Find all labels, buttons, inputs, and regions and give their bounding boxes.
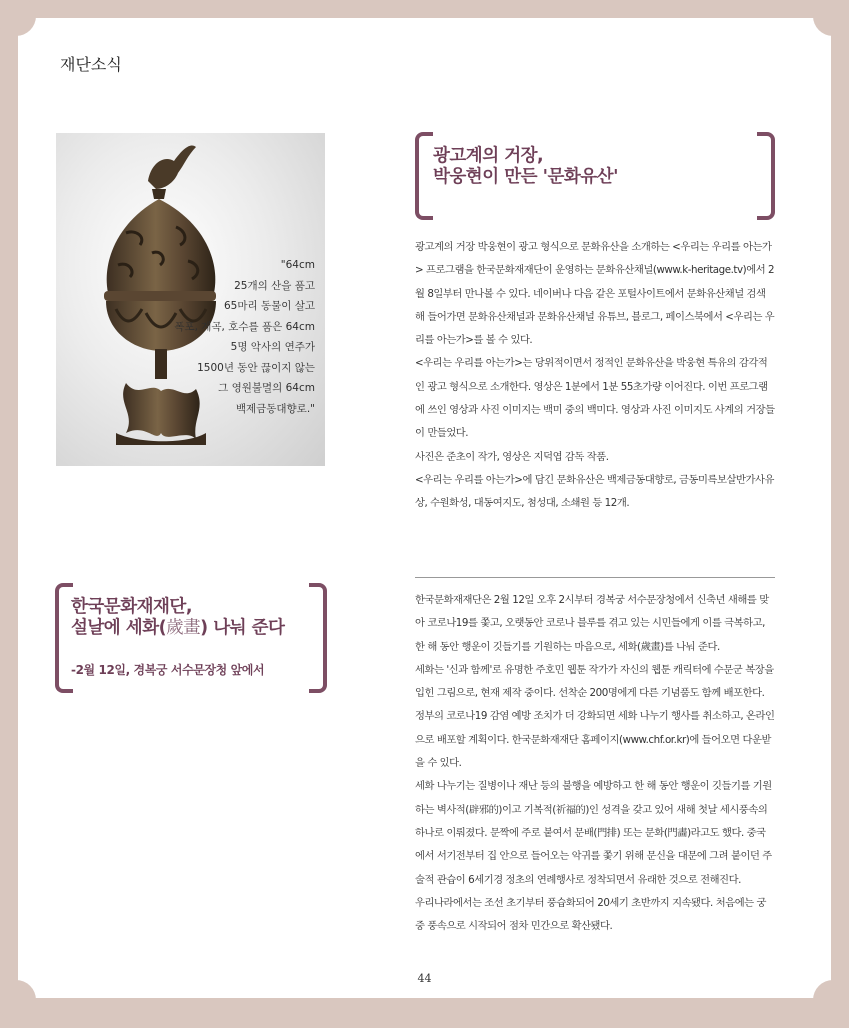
article2-body <box>415 589 775 938</box>
right-bracket <box>757 132 775 220</box>
caption-line: 5명 악사의 연주가 <box>230 341 315 353</box>
paragraph: 사진은 준초이 작가, 영상은 지덕엽 감독 작품. <box>415 450 609 463</box>
caption-line: 폭포, 계곡, 호수를 품은 64cm <box>174 320 315 333</box>
article2-title-box <box>55 583 327 693</box>
article2-subtitle: -2월 12일, 경복궁 서수문장청 앞에서 <box>71 663 265 677</box>
caption-line: "64cm <box>280 259 315 271</box>
paragraph: 세화는 '신과 함께'로 유명한 주호민 웹툰 작가가 자신의 웹툰 캐릭터에 수문군 복장을 입힌 그림으로, 현재 제작 중이다. 선착순 200명에게 다른 기념품도 함께 배포한다. <box>415 663 774 700</box>
title-line <box>71 618 284 639</box>
article2-title <box>71 597 284 639</box>
caption-line: 그 영원불멸의 64cm <box>218 382 315 394</box>
paragraph: <우리는 우리를 아는가>는 당위적이면서 정적인 문화유산을 박웅현 특유의 감각적인 광고 형식으로 소개한다. 영상은 1분에서 1분 55초가량 이어진다. 이번 프로그램에 쓰인 영상과 사진 이미지는 백미 중의 백미다. 영상과 사진 이미지도 사계의 거장들이 만들었다. <box>415 357 775 440</box>
article1-title <box>433 146 618 188</box>
paragraph: <우리는 우리를 아는가>에 담긴 문화유산은 백제금동대향로, 금동미륵보살반가사유상, 수원화성, 대동여지도, 첨성대, 소쇄원 등 12개. <box>415 473 775 510</box>
paragraph: 우리나라에서는 조선 초기부터 풍습화되어 20세기 초반까지 지속됐다. 처음에는 궁중 풍속으로 시작되어 점차 민간으로 확산됐다. <box>415 896 767 933</box>
article1-body <box>415 236 775 516</box>
page-number: 44 <box>417 972 432 985</box>
paragraph: 세화 나누기는 질병이나 재난 등의 불행을 예방하고 한 해 동안 행운이 깃들기를 기원하는 벽사적(辟邪的)이고 기복적(祈福的)인 성격을 갖고 있어 새해 첫날 세시풍속의 하나로 이뤄졌다. 문짝에 주로 붙여서 문배(門排) 또는 문화(門畵)라고도 했다. 중국에서 서기전부터 집 안으로 들어오는 악귀를 쫓기 위해 문신을 대문에 그려 붙이던 주술적 관습이 6세기경 정초의 연례행사로 정착되면서 유래한 것으로 전해진다. <box>415 780 772 886</box>
article1-title-box <box>415 132 775 220</box>
title-line: 한국문화재재단, <box>71 597 192 617</box>
page-corner-notch <box>813 980 849 1020</box>
title-text: ) 나눠 준다 <box>200 618 285 638</box>
title-hanja: 歲畫 <box>166 618 201 638</box>
title-line: 광고계의 거장, <box>433 146 544 166</box>
divider-line <box>415 577 775 578</box>
incense-burner-photo <box>56 133 325 466</box>
page-corner-notch <box>0 0 36 36</box>
photo-caption <box>155 255 315 419</box>
page-corner-notch <box>0 980 36 1020</box>
paragraph: 광고계의 거장 박웅현이 광고 형식으로 문화유산을 소개하는 <우리는 우리를 아는가> 프로그램을 한국문화재재단이 운영하는 문화유산채널(www.k-heritage.tv)에서 2월 8일부터 만나볼 수 있다. 네이버나 다음 같은 포털사이트에서 문화유산채널 검색해 들어가면 문화유산채널과 문화유산채널 유튜브, 블로그, 페이스북에서 <우리는 우리를 아는가>를 볼 수 있다. <box>415 241 775 347</box>
magazine-page <box>18 18 831 998</box>
caption-line: 65마리 동물이 살고 <box>223 300 315 312</box>
left-bracket <box>415 132 433 220</box>
caption-line: 25개의 산을 품고 <box>234 279 315 292</box>
page-corner-notch <box>813 0 849 36</box>
caption-line: 1500년 동안 끊이지 않는 <box>197 361 315 374</box>
title-text: 설날에 세화( <box>71 618 167 638</box>
paragraph: 한국문화재재단은 2월 12일 오후 2시부터 경복궁 서수문장청에서 신축년 새해를 맞아 코로나19를 쫓고, 오랫동안 코로나 블루를 겪고 있는 시민들에게 이를 극복하고, 한 해 동안 행운이 깃들기를 기원하는 마음으로, 세화(歲畫)를 나눠 준다. <box>415 594 769 653</box>
paragraph: 정부의 코로나19 감염 예방 조치가 더 강화되면 세화 나누기 행사를 취소하고, 온라인으로 배포할 계획이다. 한국문화재재단 홈페이지(www.chf.or.kr)에 들어오면 다운받을 수 있다. <box>415 710 775 770</box>
right-bracket <box>309 583 327 693</box>
title-line: 박웅현이 만든 '문화유산' <box>433 167 618 187</box>
section-title: 재단소식 <box>60 55 122 74</box>
caption-line: 백제금동대향로." <box>235 402 315 415</box>
